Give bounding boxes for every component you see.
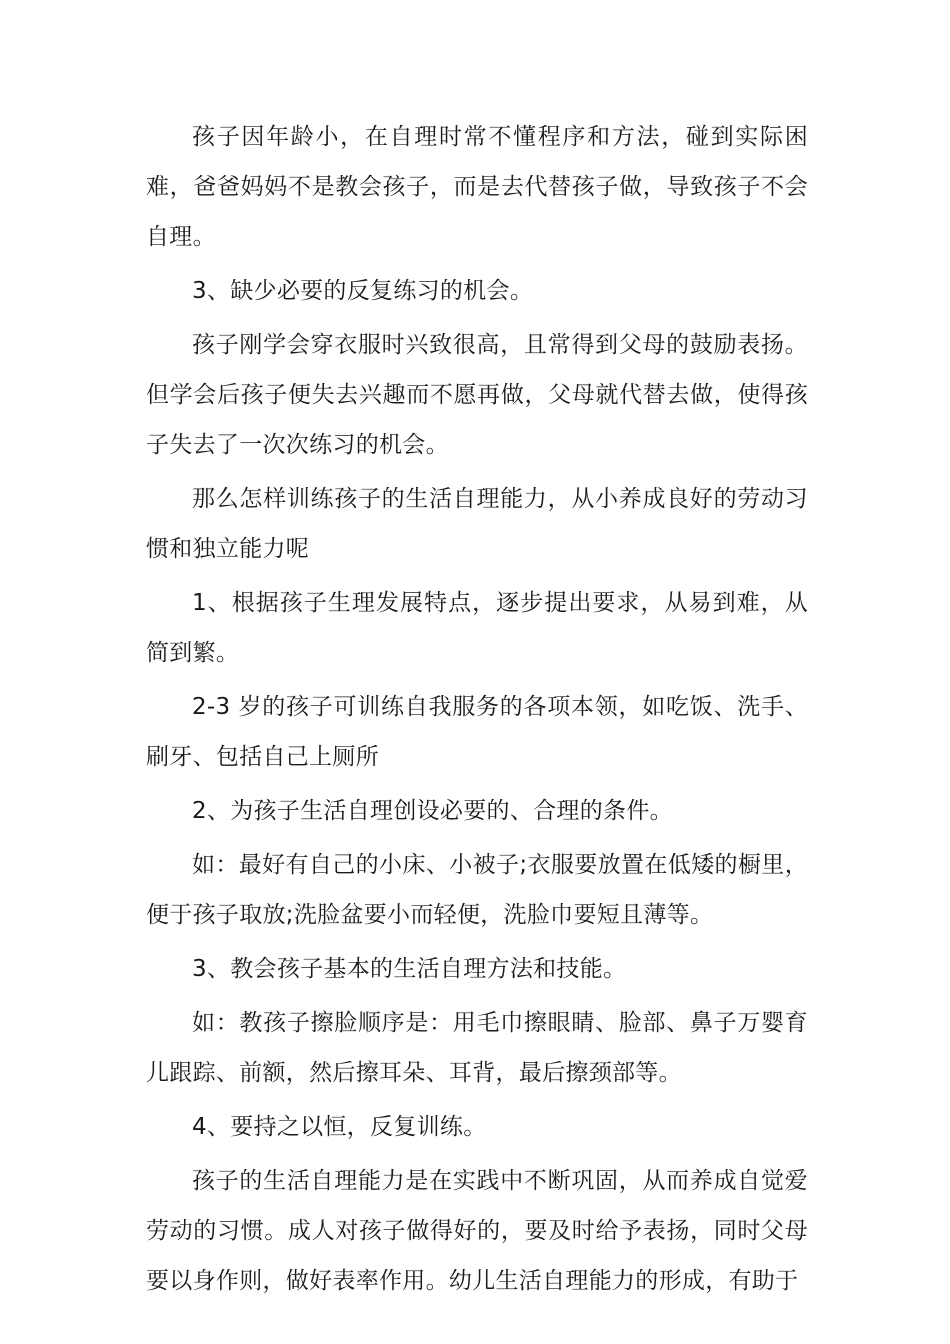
paragraph-2: 3、缺少必要的反复练习的机会。 (192, 278, 534, 304)
paragraph-6: 2-3 岁的孩子可训练自我服务的各项本领，如吃饭、洗手、刷牙、包括自己上厕所 (146, 694, 808, 770)
paragraph-9: 3、教会孩子基本的生活自理方法和技能。 (192, 956, 627, 982)
document-body (146, 112, 808, 1310)
paragraph-10: 如：教孩子擦脸顺序是：用毛巾擦眼睛、脸部、鼻子万婴育儿跟踪、前额，然后擦耳朵、耳背，最后擦颈部等。 (146, 1010, 808, 1086)
paragraph-12: 孩子的生活自理能力是在实践中不断巩固，从而养成自觉爱劳动的习惯。成人对孩子做得好的，要及时给予表扬，同时父母要以身作则，做好表率作用。幼儿生活自理能力的形成，有助于 (146, 1168, 808, 1294)
paragraph-4: 那么怎样训练孩子的生活自理能力，从小养成良好的劳动习惯和独立能力呢 (146, 486, 808, 562)
paragraph-3: 孩子刚学会穿衣服时兴致很高，且常得到父母的鼓励表扬。但学会后孩子便失去兴趣而不愿再做，父母就代替去做，使得孩子失去了一次次练习的机会。 (146, 332, 808, 458)
paragraph-5: 1、根据孩子生理发展特点，逐步提出要求，从易到难，从简到繁。 (146, 590, 808, 666)
paragraph-7: 2、为孩子生活自理创设必要的、合理的条件。 (192, 798, 673, 824)
paragraph-1: 孩子因年龄小，在自理时常不懂程序和方法，碰到实际困难，爸爸妈妈不是教会孩子，而是去代替孩子做，导致孩子不会自理。 (146, 124, 808, 250)
paragraph-11: 4、要持之以恒，反复训练。 (192, 1114, 487, 1140)
paragraph-8: 如：最好有自己的小床、小被子;衣服要放置在低矮的橱里，便于孩子取放;洗脸盆要小而轻便，洗脸巾要短且薄等。 (146, 852, 808, 928)
